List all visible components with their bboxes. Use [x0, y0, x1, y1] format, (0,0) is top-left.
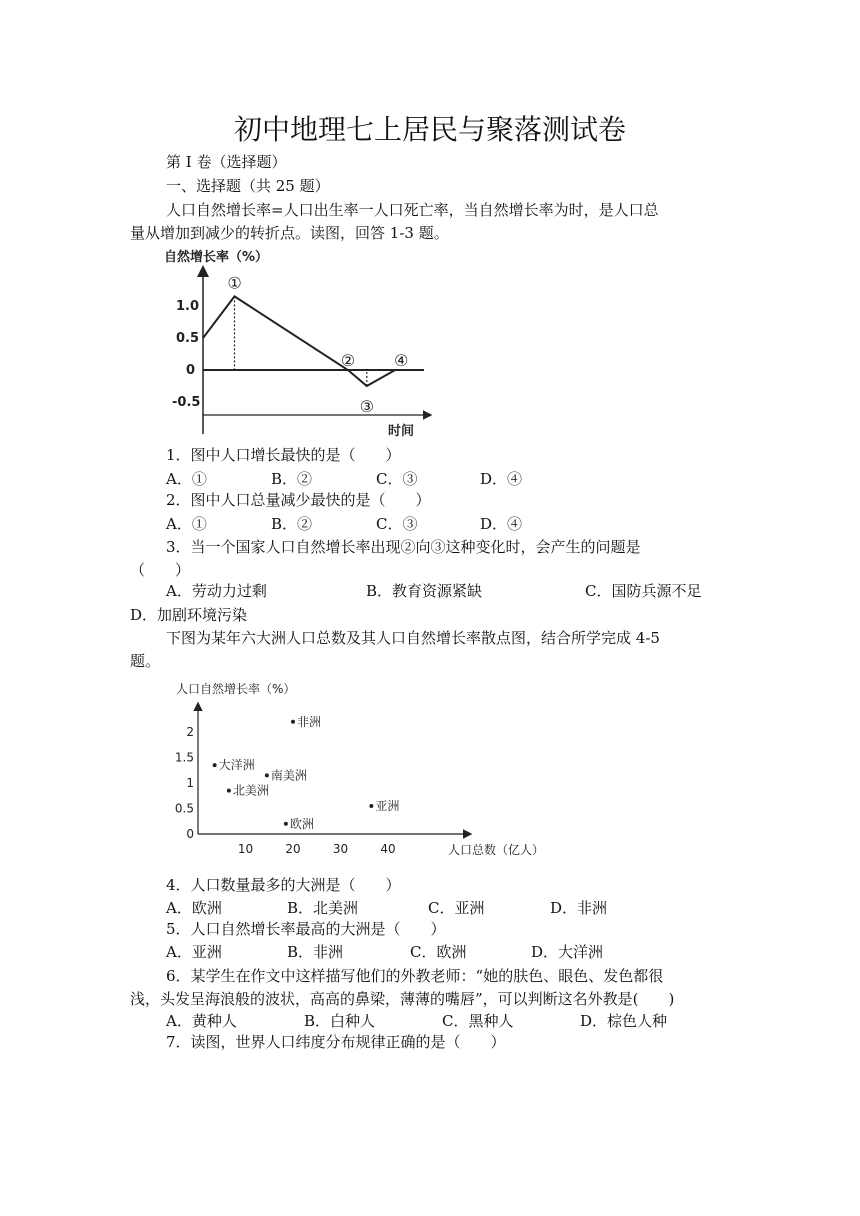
question-3-option-d[interactable]: D．加剧环境污染	[130, 606, 248, 624]
question-6-option-c[interactable]: C．黑种人	[442, 1012, 514, 1030]
chart2-point	[213, 763, 217, 767]
chart1-point-label: ①	[227, 273, 242, 293]
chart2-point	[291, 720, 295, 724]
chart2-point-label: 非洲	[297, 714, 322, 729]
chart1-y-axis-label: 自然增长率（%）	[164, 250, 269, 265]
question-5-option-c[interactable]: C．欧洲	[410, 943, 467, 961]
chart2-point-label: 亚洲	[375, 798, 400, 813]
question-2-stem: 2．图中人口总量减少最快的是（ ）	[166, 491, 431, 509]
chart2-x-axis-label: 人口总数（亿人）	[448, 843, 545, 857]
intro-paragraph-line: 题。	[130, 652, 161, 670]
chart1-y-tick: 1.0	[176, 299, 200, 314]
chart1-y-tick: -0.5	[172, 395, 201, 410]
growth-rate-line-chart	[160, 244, 450, 440]
question-3-options	[130, 580, 730, 600]
question-4-option-a[interactable]: A．欧洲	[166, 899, 222, 917]
question-5-option-a[interactable]: A．亚洲	[166, 943, 222, 961]
chart2-y-tick: 1	[186, 776, 194, 790]
chart2-y-tick: 0.5	[174, 801, 194, 816]
chart2-point	[265, 773, 269, 777]
question-2-option-d[interactable]: D．④	[480, 515, 523, 533]
chart2-point	[369, 804, 373, 808]
question-1-option-a[interactable]: A．①	[166, 470, 207, 488]
chart1-y-tick: 0	[186, 363, 196, 378]
question-5-option-d[interactable]: D．大洋洲	[531, 943, 604, 961]
chart2-y-tick: 2	[186, 725, 194, 739]
question-3-stem: 3．当一个国家人口自然增长率出现②向③这种变化时，会产生的问题是	[166, 538, 641, 556]
page-title: 初中地理七上居民与聚落测试卷	[233, 113, 626, 146]
question-6-option-a[interactable]: A．黄种人	[166, 1012, 237, 1030]
question-5-stem: 5．人口自然增长率最高的大洲是（ ）	[166, 920, 446, 938]
question-3-stem-continued: （ ）	[130, 561, 191, 579]
intro-paragraph-line: 人口自然增长率=人口出生率一人口死亡率，当自然增长率为时，是人口总	[166, 201, 659, 219]
question-4-option-b[interactable]: B．北美洲	[287, 899, 359, 917]
chart2-x-tick: 30	[332, 842, 349, 856]
intro-paragraph-line: 量从增加到减少的转折点。读图，回答 1-3 题。	[130, 224, 449, 242]
chart2-x-tick: 20	[285, 842, 301, 856]
question-3-option-a[interactable]: A．劳动力过剩	[166, 582, 267, 600]
part-heading: 一、选择题（共 25 题）	[166, 177, 330, 195]
question-1-option-c[interactable]: C．③	[376, 470, 418, 488]
question-6-stem-continued: 浅，头发呈海浪般的波状，高高的鼻梁，薄薄的嘴唇”，可以判断这名外教是( )	[130, 990, 675, 1008]
question-4-option-d[interactable]: D．非洲	[550, 899, 608, 917]
question-4-option-c[interactable]: C．亚洲	[428, 899, 485, 917]
chart1-point-label: ②	[340, 351, 356, 370]
chart1-x-axis-label: 时间	[388, 424, 415, 439]
intro-paragraph-line: 下图为某年六大洲人口总数及其人口自然增长率散点图，结合所学完成 4-5	[166, 629, 660, 647]
chart1-point-label: ③	[359, 397, 374, 416]
question-1-option-b[interactable]: B．②	[271, 470, 313, 488]
question-2-option-c[interactable]: C．③	[376, 515, 418, 533]
chart2-point	[284, 822, 288, 826]
chart2-point	[227, 789, 231, 793]
question-4-stem: 4．人口数量最多的大洲是（ ）	[166, 876, 401, 894]
question-7-stem: 7．读图，世界人口纬度分布规律正确的是（ ）	[166, 1033, 506, 1051]
chart1-y-ticks	[172, 299, 200, 410]
chart2-x-tick: 10	[237, 842, 254, 856]
chart2-y-axis-label: 人口自然增长率（%）	[176, 682, 296, 696]
question-2-option-a[interactable]: A．①	[166, 515, 207, 533]
question-6-stem: 6．某学生在作文中这样描写他们的外教老师：“她的肤色、眼色、发色都很	[166, 967, 664, 985]
question-5-option-b[interactable]: B．非洲	[287, 943, 344, 961]
chart2-y-tick: 1.5	[174, 750, 194, 765]
chart2-x-tick: 40	[380, 842, 396, 856]
question-6-option-b[interactable]: B．白种人	[304, 1012, 376, 1030]
chart2-point-label: 欧洲	[289, 816, 314, 831]
chart1-point-label: ④	[393, 351, 409, 370]
question-3-option-c[interactable]: C．国防兵源不足	[585, 582, 702, 600]
continents-scatter-chart	[170, 676, 550, 864]
chart2-y-tick: 0	[186, 827, 194, 841]
chart2-point-label: 大洋洲	[218, 758, 255, 773]
question-6-option-d[interactable]: D．棕色人种	[580, 1012, 668, 1030]
question-1-option-d[interactable]: D．④	[480, 470, 523, 488]
section-heading: 第 I 卷（选择题）	[166, 153, 287, 171]
question-1-stem: 1．图中人口增长最快的是（ ）	[166, 446, 401, 464]
question-3-option-b[interactable]: B．教育资源紧缺	[366, 582, 483, 600]
chart2-point-label: 南美洲	[270, 768, 307, 783]
chart1-y-tick: 0.5	[176, 331, 200, 346]
chart2-point-label: 北美洲	[232, 783, 269, 798]
question-2-option-b[interactable]: B．②	[271, 515, 313, 533]
